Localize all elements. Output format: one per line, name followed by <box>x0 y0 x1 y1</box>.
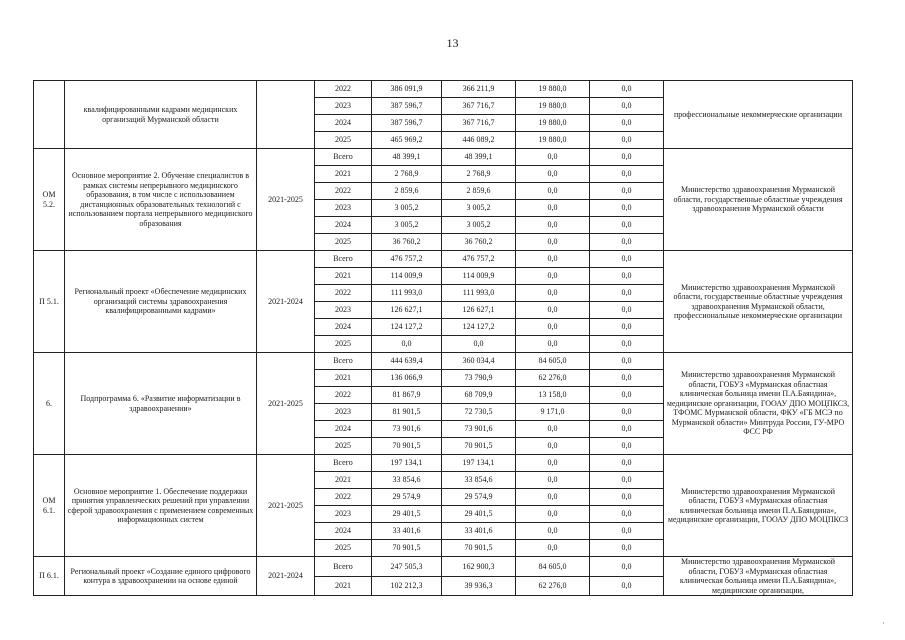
other-cell: 0,0 <box>590 421 664 438</box>
other-cell: 0,0 <box>590 387 664 404</box>
federal-cell: 0,0 <box>516 285 590 302</box>
regional-cell: 73 790,9 <box>442 370 516 387</box>
block-code: 6. <box>34 353 65 455</box>
block-executor: Министерство здравоохранения Мурманской области, государственные областные учреждения здравоохранения Мурманской области <box>664 149 853 251</box>
year-cell: Всего <box>315 251 372 268</box>
other-cell: 0,0 <box>590 234 664 251</box>
block-period: 2021-2025 <box>257 353 315 455</box>
other-cell: 0,0 <box>590 438 664 455</box>
block-name: Региональный проект «Обеспечение медицинских организаций системы здравоохранения квалифицированными кадрами» <box>65 251 257 353</box>
total-cell: 70 901,5 <box>372 438 442 455</box>
other-cell: 0,0 <box>590 149 664 166</box>
year-cell: 2021 <box>315 576 372 596</box>
regional-cell: 3 005,2 <box>442 217 516 234</box>
federal-cell: 0,0 <box>516 438 590 455</box>
regional-cell: 124 127,2 <box>442 319 516 336</box>
year-cell: 2021 <box>315 370 372 387</box>
federal-cell: 0,0 <box>516 302 590 319</box>
regional-cell: 367 716,7 <box>442 98 516 115</box>
other-cell: 0,0 <box>590 115 664 132</box>
total-cell: 36 760,2 <box>372 234 442 251</box>
regional-cell: 162 900,3 <box>442 557 516 577</box>
regional-cell: 0,0 <box>442 336 516 353</box>
year-cell: 2025 <box>315 438 372 455</box>
federal-cell: 0,0 <box>516 540 590 557</box>
regional-cell: 360 034,4 <box>442 353 516 370</box>
other-cell: 0,0 <box>590 268 664 285</box>
table-row <box>34 81 853 98</box>
block-executor: профессиональные некоммерческие организации <box>664 81 853 149</box>
total-cell: 465 969,2 <box>372 132 442 149</box>
block-name: Региональный проект «Создание единого цифрового контура в здравоохранении на основе единой <box>65 557 257 596</box>
year-cell: 2024 <box>315 319 372 336</box>
year-cell: 2022 <box>315 81 372 98</box>
table-row <box>34 149 853 166</box>
regional-cell: 367 716,7 <box>442 115 516 132</box>
scan-dot: · <box>882 618 885 628</box>
total-cell: 387 596,7 <box>372 115 442 132</box>
regional-cell: 126 627,1 <box>442 302 516 319</box>
total-cell: 386 091,9 <box>372 81 442 98</box>
year-cell: 2024 <box>315 523 372 540</box>
federal-cell: 0,0 <box>516 183 590 200</box>
year-cell: 2024 <box>315 115 372 132</box>
block-name: Подпрограмма 6. «Развитие информатизации в здравоохранении» <box>65 353 257 455</box>
total-cell: 0,0 <box>372 336 442 353</box>
total-cell: 3 005,2 <box>372 217 442 234</box>
federal-cell: 62 276,0 <box>516 576 590 596</box>
regional-cell: 70 901,5 <box>442 438 516 455</box>
block-period: 2021-2024 <box>257 251 315 353</box>
federal-cell: 62 276,0 <box>516 370 590 387</box>
total-cell: 81 867,9 <box>372 387 442 404</box>
year-cell: 2021 <box>315 472 372 489</box>
year-cell: 2022 <box>315 489 372 506</box>
table-row <box>34 557 853 577</box>
table-row <box>34 455 853 472</box>
year-cell: 2023 <box>315 98 372 115</box>
federal-cell: 0,0 <box>516 523 590 540</box>
total-cell: 124 127,2 <box>372 319 442 336</box>
block-executor: Министерство здравоохранения Мурманской области, государственные областные учреждения здравоохранения Мурманской области, профессиональные некоммерческие организации <box>664 251 853 353</box>
other-cell: 0,0 <box>590 557 664 577</box>
block-name: Основное мероприятие 2. Обучение специалистов в рамках системы непрерывного медицинского образования, в том числе с использованием дистанционных образовательных технологий с использованием портала непрерывного медицинского образования <box>65 149 257 251</box>
federal-cell: 84 605,0 <box>516 557 590 577</box>
federal-cell: 19 880,0 <box>516 81 590 98</box>
other-cell: 0,0 <box>590 166 664 183</box>
other-cell: 0,0 <box>590 302 664 319</box>
year-cell: 2022 <box>315 285 372 302</box>
other-cell: 0,0 <box>590 576 664 596</box>
regional-cell: 111 993,0 <box>442 285 516 302</box>
regional-cell: 114 009,9 <box>442 268 516 285</box>
year-cell: 2024 <box>315 217 372 234</box>
other-cell: 0,0 <box>590 523 664 540</box>
total-cell: 70 901,5 <box>372 540 442 557</box>
total-cell: 476 757,2 <box>372 251 442 268</box>
federal-cell: 0,0 <box>516 217 590 234</box>
regional-cell: 2 859,6 <box>442 183 516 200</box>
total-cell: 247 505,3 <box>372 557 442 577</box>
total-cell: 111 993,0 <box>372 285 442 302</box>
federal-cell: 19 880,0 <box>516 132 590 149</box>
regional-cell: 72 730,5 <box>442 404 516 421</box>
block-code: П 6.1. <box>34 557 65 596</box>
federal-cell: 13 158,0 <box>516 387 590 404</box>
block-code <box>34 81 65 149</box>
other-cell: 0,0 <box>590 472 664 489</box>
year-cell: 2022 <box>315 183 372 200</box>
year-cell: 2025 <box>315 132 372 149</box>
federal-cell: 0,0 <box>516 472 590 489</box>
year-cell: Всего <box>315 455 372 472</box>
year-cell: 2023 <box>315 404 372 421</box>
total-cell: 2 768,9 <box>372 166 442 183</box>
total-cell: 33 401,6 <box>372 523 442 540</box>
other-cell: 0,0 <box>590 506 664 523</box>
federal-cell: 84 605,0 <box>516 353 590 370</box>
total-cell: 81 901,5 <box>372 404 442 421</box>
regional-cell: 2 768,9 <box>442 166 516 183</box>
other-cell: 0,0 <box>590 217 664 234</box>
year-cell: 2025 <box>315 540 372 557</box>
federal-cell: 0,0 <box>516 455 590 472</box>
block-executor: Министерство здравоохранения Мурманской области, ГОБУЗ «Мурманская областная клиническая больница имени П.А.Баяндина», медицинские организации, <box>664 557 853 596</box>
year-cell: 2023 <box>315 200 372 217</box>
total-cell: 387 596,7 <box>372 98 442 115</box>
block-code: П 5.1. <box>34 251 65 353</box>
regional-cell: 70 901,5 <box>442 540 516 557</box>
page-number: 13 <box>446 36 459 50</box>
regional-cell: 29 401,5 <box>442 506 516 523</box>
federal-cell: 0,0 <box>516 506 590 523</box>
total-cell: 136 066,9 <box>372 370 442 387</box>
total-cell: 102 212,3 <box>372 576 442 596</box>
other-cell: 0,0 <box>590 183 664 200</box>
federal-cell: 0,0 <box>516 319 590 336</box>
table-row <box>34 353 853 370</box>
year-cell: 2023 <box>315 506 372 523</box>
budget-table <box>33 80 853 596</box>
other-cell: 0,0 <box>590 404 664 421</box>
block-executor: Министерство здравоохранения Мурманской области, ГОБУЗ «Мурманская областная клиническая больница имени П.А.Баяндина», медицинские организации, ГООАУ ДПО МОЦПКСЗ <box>664 455 853 557</box>
total-cell: 29 574,9 <box>372 489 442 506</box>
regional-cell: 36 760,2 <box>442 234 516 251</box>
federal-cell: 0,0 <box>516 336 590 353</box>
block-period <box>257 81 315 149</box>
block-period: 2021-2025 <box>257 455 315 557</box>
other-cell: 0,0 <box>590 455 664 472</box>
block-period: 2021-2024 <box>257 557 315 596</box>
regional-cell: 476 757,2 <box>442 251 516 268</box>
year-cell: 2025 <box>315 234 372 251</box>
total-cell: 73 901,6 <box>372 421 442 438</box>
total-cell: 114 009,9 <box>372 268 442 285</box>
block-name: Основное мероприятие 1. Обеспечение поддержки принятия управленческих решений при управлении сферой здравоохранения с применением современных информационных систем <box>65 455 257 557</box>
other-cell: 0,0 <box>590 98 664 115</box>
regional-cell: 48 399,1 <box>442 149 516 166</box>
year-cell: 2021 <box>315 268 372 285</box>
federal-cell: 0,0 <box>516 268 590 285</box>
regional-cell: 39 936,3 <box>442 576 516 596</box>
other-cell: 0,0 <box>590 370 664 387</box>
block-name: квалифицированными кадрами медицинских организаций Мурманской области <box>65 81 257 149</box>
total-cell: 444 639,4 <box>372 353 442 370</box>
regional-cell: 446 089,2 <box>442 132 516 149</box>
year-cell: 2025 <box>315 336 372 353</box>
year-cell: 2021 <box>315 166 372 183</box>
other-cell: 0,0 <box>590 251 664 268</box>
total-cell: 3 005,2 <box>372 200 442 217</box>
year-cell: Всего <box>315 149 372 166</box>
federal-cell: 0,0 <box>516 200 590 217</box>
federal-cell: 19 880,0 <box>516 115 590 132</box>
federal-cell: 9 171,0 <box>516 404 590 421</box>
table-row <box>34 251 853 268</box>
total-cell: 197 134,1 <box>372 455 442 472</box>
block-code: ОМ 5.2. <box>34 149 65 251</box>
total-cell: 48 399,1 <box>372 149 442 166</box>
federal-cell: 19 880,0 <box>516 98 590 115</box>
regional-cell: 33 854,6 <box>442 472 516 489</box>
regional-cell: 29 574,9 <box>442 489 516 506</box>
year-cell: 2022 <box>315 387 372 404</box>
total-cell: 33 854,6 <box>372 472 442 489</box>
year-cell: Всего <box>315 353 372 370</box>
other-cell: 0,0 <box>590 540 664 557</box>
federal-cell: 0,0 <box>516 421 590 438</box>
block-executor: Министерство здравоохранения Мурманской области, ГОБУЗ «Мурманская областная клиническая больница имени П.А.Баяндина», медицинские организации, ГООАУ ДПО МОЦПКСЗ, ТФОМС Мурманской области, ФКУ «ГБ МСЭ по Мурманской области» Минтруда России, ГУ-МРО ФСС РФ <box>664 353 853 455</box>
regional-cell: 33 401,6 <box>442 523 516 540</box>
block-code: ОМ 6.1. <box>34 455 65 557</box>
other-cell: 0,0 <box>590 285 664 302</box>
federal-cell: 0,0 <box>516 149 590 166</box>
other-cell: 0,0 <box>590 353 664 370</box>
regional-cell: 68 709,9 <box>442 387 516 404</box>
other-cell: 0,0 <box>590 336 664 353</box>
other-cell: 0,0 <box>590 132 664 149</box>
total-cell: 2 859,6 <box>372 183 442 200</box>
other-cell: 0,0 <box>590 489 664 506</box>
block-period: 2021-2025 <box>257 149 315 251</box>
year-cell: 2023 <box>315 302 372 319</box>
total-cell: 126 627,1 <box>372 302 442 319</box>
federal-cell: 0,0 <box>516 234 590 251</box>
year-cell: 2024 <box>315 421 372 438</box>
other-cell: 0,0 <box>590 319 664 336</box>
year-cell: Всего <box>315 557 372 577</box>
other-cell: 0,0 <box>590 81 664 98</box>
federal-cell: 0,0 <box>516 251 590 268</box>
federal-cell: 0,0 <box>516 489 590 506</box>
total-cell: 29 401,5 <box>372 506 442 523</box>
regional-cell: 3 005,2 <box>442 200 516 217</box>
other-cell: 0,0 <box>590 200 664 217</box>
regional-cell: 366 211,9 <box>442 81 516 98</box>
federal-cell: 0,0 <box>516 166 590 183</box>
regional-cell: 73 901,6 <box>442 421 516 438</box>
regional-cell: 197 134,1 <box>442 455 516 472</box>
